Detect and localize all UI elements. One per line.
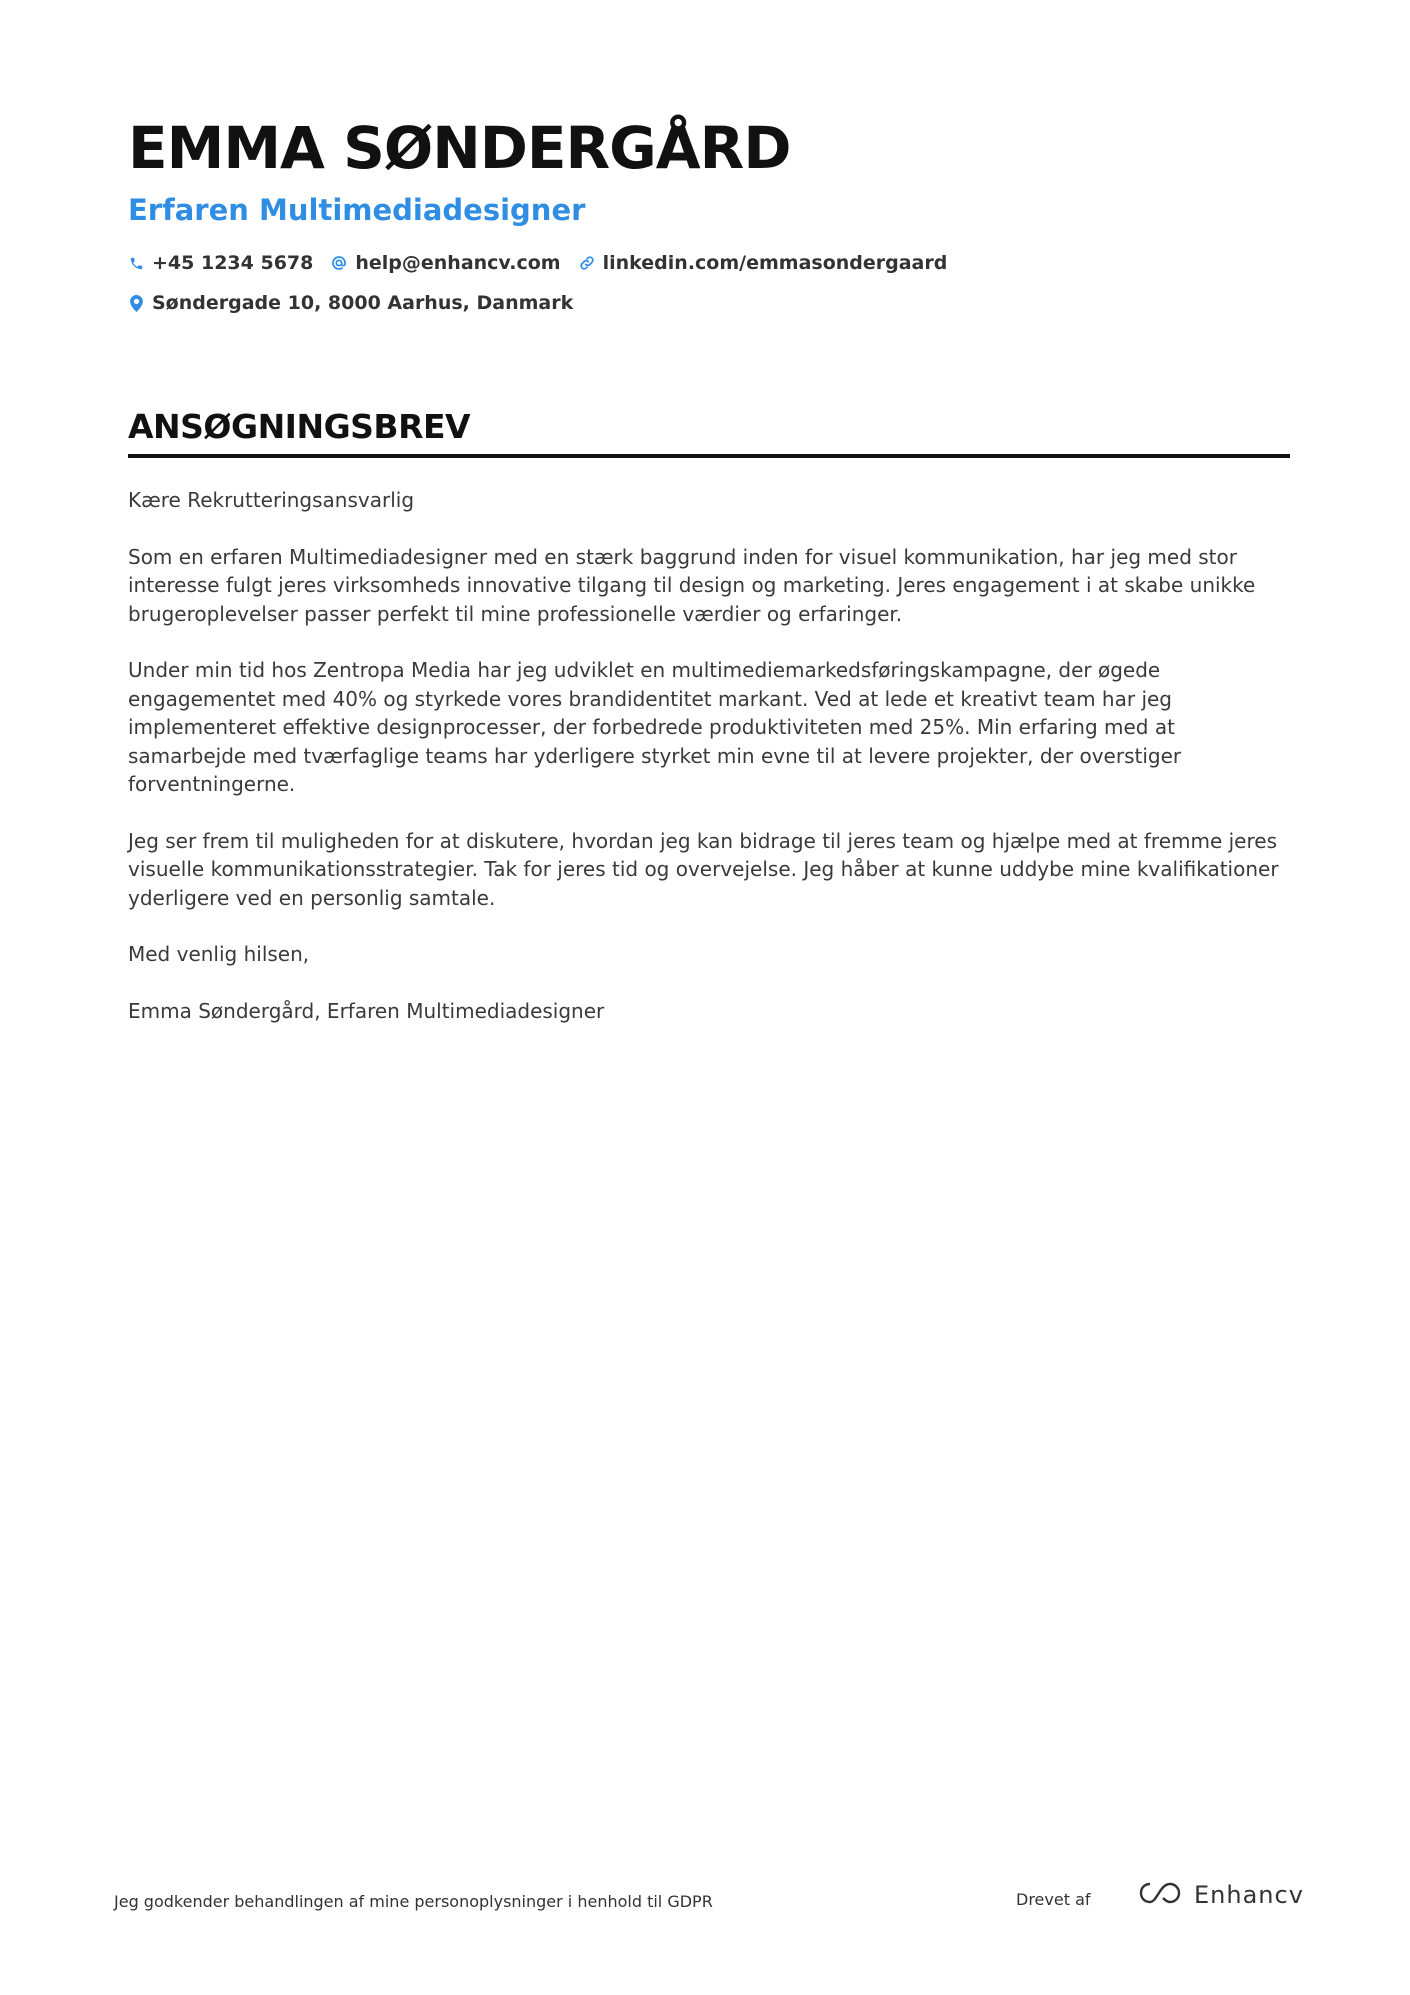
enhancv-logo-icon <box>1138 1880 1184 1910</box>
header <box>128 112 1290 318</box>
contact-address <box>128 292 573 314</box>
contact-row-address <box>128 288 1290 318</box>
contact-row <box>128 248 1290 278</box>
at-icon <box>331 254 347 272</box>
location-pin-icon <box>128 294 144 312</box>
candidate-role: Erfaren Multimediadesigner <box>128 193 586 227</box>
contact-email[interactable] <box>331 252 560 274</box>
letter-body <box>128 486 1290 1025</box>
section-divider <box>128 454 1290 458</box>
section-title: ANSØGNINGSBREV <box>128 407 471 446</box>
cover-letter-section <box>128 404 1290 1053</box>
candidate-name: EMMA SØNDERGÅRD <box>128 114 791 182</box>
brand-logo[interactable] <box>1138 1880 1304 1910</box>
link-icon <box>579 254 595 272</box>
footer <box>114 1880 1304 1920</box>
powered-by-label: Drevet af <box>1016 1890 1091 1909</box>
phone-icon <box>128 254 144 272</box>
address-text: Søndergade 10, 8000 Aarhus, Danmark <box>152 292 574 314</box>
contact-linkedin[interactable] <box>579 252 948 274</box>
email-link[interactable]: help@enhancv.com <box>355 252 561 274</box>
letter-closing: Med venlig hilsen, <box>128 942 310 966</box>
letter-paragraph: Som en erfaren Multimediadesigner med en stærk baggrund inden for visuel kommunikation, har jeg med stor interesse fulgt jeres virksomheds innovative tilgang til design og marketing. Jeres engagement i at skabe unikke brugeroplevelser passer perfekt til mine professionelle værdier og erfaringer. <box>128 544 1256 626</box>
contact-phone <box>128 252 313 274</box>
phone-text: +45 1234 5678 <box>152 252 314 274</box>
letter-paragraph: Under min tid hos Zentropa Media har jeg udviklet en multimediemarkedsføringskampagne, der øgede engagementet med 40% og styrkede vores brandidentitet markant. Ved at lede et kreativt team har jeg implementeret effektive designprocesser, der forbedrede produktiviteten med 25%. Min erfaring med at samarbejde med tværfaglige teams har yderligere styrket min evne til at levere projekter, der overstiger forventningerne. <box>128 658 1182 796</box>
brand-name: Enhancv <box>1194 1881 1304 1909</box>
letter-paragraph: Jeg ser frem til muligheden for at diskutere, hvordan jeg kan bidrage til jeres team og hjælpe med at fremme jeres visuelle kommunikationsstrategier. Tak for jeres tid og overvejelse. Jeg håber at kunne uddybe mine kvalifikationer yderligere ved en personlig samtale. <box>128 828 1279 910</box>
letter-greeting: Kære Rekrutteringsansvarlig <box>128 488 415 512</box>
linkedin-link[interactable]: linkedin.com/emmasondergaard <box>602 252 948 274</box>
gdpr-consent-text: Jeg godkender behandlingen af mine personoplysninger i henhold til GDPR <box>114 1892 713 1911</box>
letter-signature: Emma Søndergård, Erfaren Multimediadesigner <box>128 998 605 1023</box>
